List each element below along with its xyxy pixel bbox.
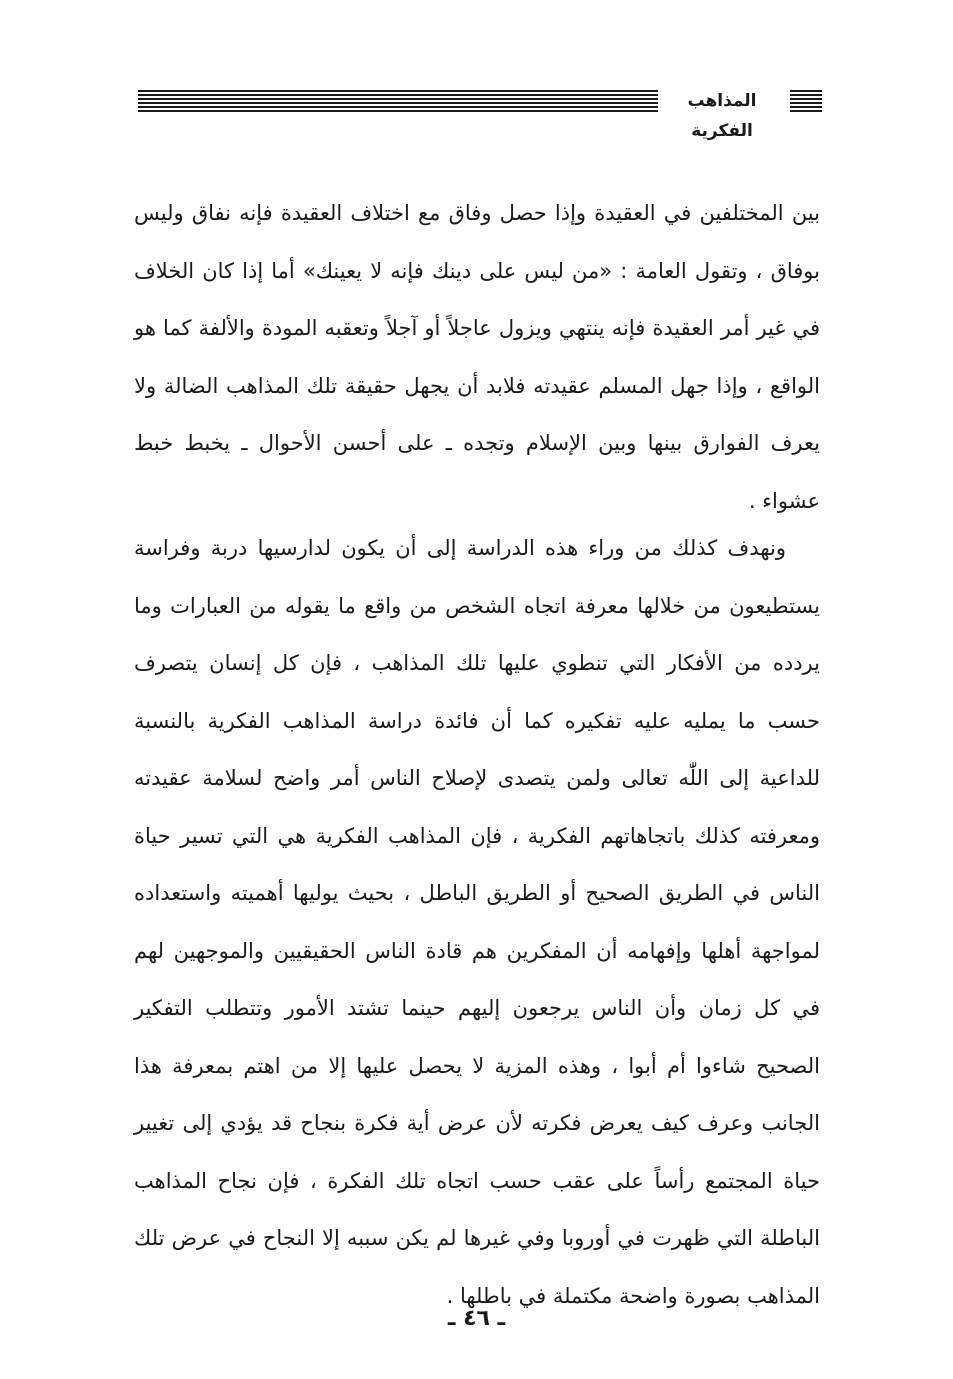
paragraph-1: بين المختلفين في العقيدة وإذا حصل وفاق مع اختلاف العقيدة فإنه نفاق وليس بوفاق ، وتقول العامة : «من ليس على دينك فإنه لا يعينك» أما إذا كان الخلاف في غير أمر العقيدة فإنه ينتهي ويزول عاجلاً أو آجلاً وتعقبه المودة والألفة كما هو الواقع ، وإذا جهل المسلم عقيدته فلابد أن يجهل حقيقة تلك المذاهب الضالة ولا يعرف الفوارق بينها وبين الإسلام وتجده ـ على أحسن الأحوال ـ يخبط خبط عشواء . (134, 201, 820, 513)
header-rule-left (138, 90, 658, 114)
paragraph-2: ونهدف كذلك من وراء هذه الدراسة إلى أن يكون لدارسيها دربة وفراسة يستطيعون من خلالها معرفة اتجاه الشخص من واقع ما يقوله من العبارات وما يردده من الأفكار التي تنطوي عليها تلك المذاهب ، فإن كل إنسان يتصرف حسب ما يمليه عليه تفكيره كما أن فائدة دراسة المذاهب الفكرية بالنسبة للداعية إلى اللّٰه تعالى ولمن يتصدى لإصلاح الناس أمر واضح لسلامة عقيدته ومعرفته كذلك باتجاهاتهم الفكرية ، فإن المذاهب الفكرية هي التي تسير حياة الناس في الطريق الصحيح أو الطريق الباطل ، بحيث يوليها أهميته واستعداده لمواجهة أهلها وإفهامه أن المفكرين هم قادة الناس الحقيقيين والموجهين لهم في كل زمان وأن الناس يرجعون إليهم حينما تشتد الأمور وتتطلب التفكير الصحيح شاءوا أم أبوا ، وهذه المزية لا يحصل عليها إلا من اهتم بمعرفة هذا الجانب وعرف كيف يعرض فكرته لأن عرض أية فكرة بنجاح قد يؤدي إلى تغيير حياة المجتمع رأساً على عقب حسب اتجاه تلك الفكرة ، فإن نجاح المذاهب الباطلة التي ظهرت في أوروبا وفي غيرها لم يكن سببه إلا النجاح في عرض تلك المذاهب بصورة واضحة مكتملة في باطلها . (134, 536, 820, 1308)
header-rule-right (790, 90, 822, 114)
header-title: المذاهب الفكرية (687, 91, 757, 141)
page-number: ـ ٤٦ ـ (447, 1306, 506, 1331)
running-header (138, 86, 822, 141)
